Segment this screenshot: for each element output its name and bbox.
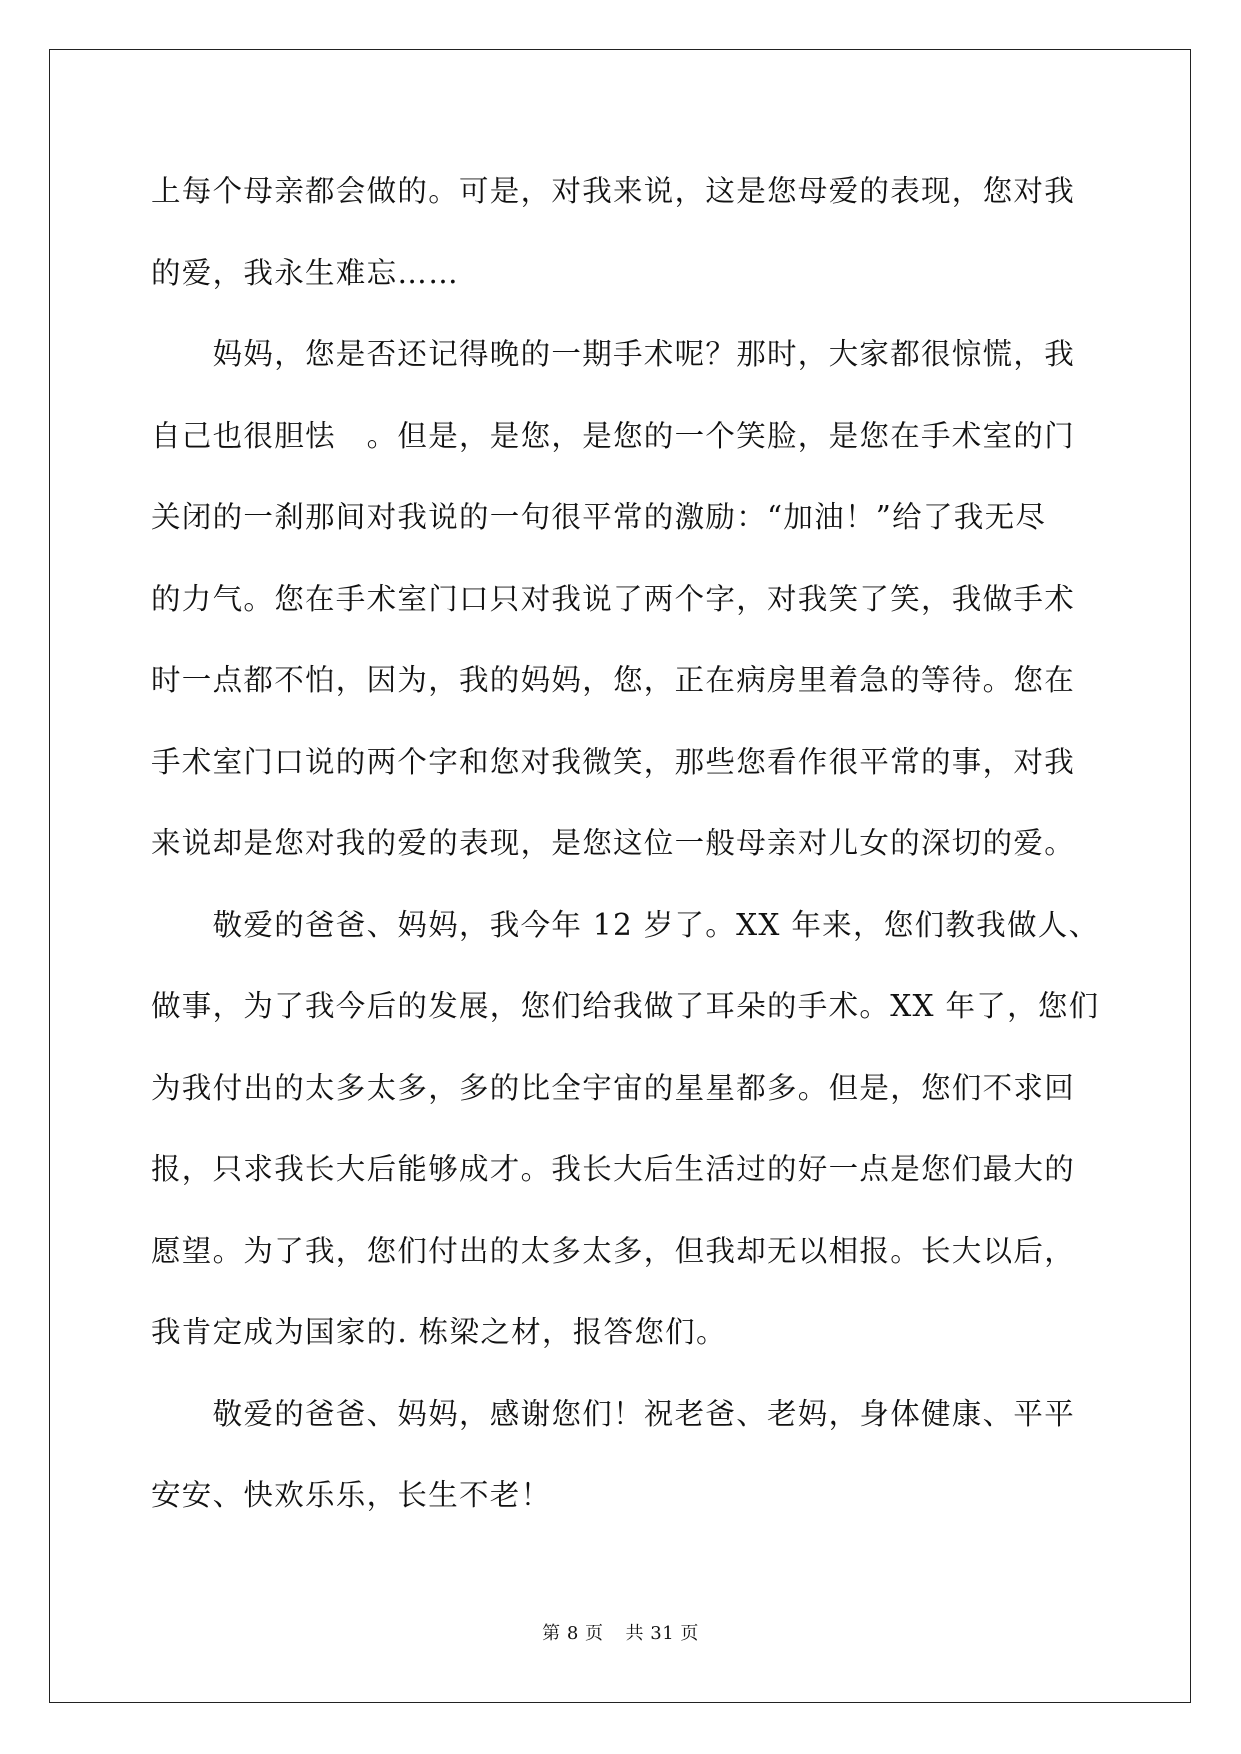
text-line: 为我付出的太多太多，多的比全宇宙的星星都多。但是，您们不求回 (151, 1070, 1076, 1105)
text-line: 我肯定成为国家的. 栋梁之材，报答您们。 (151, 1315, 727, 1349)
text-line: 上每个母亲都会做的。可是，对我来说，这是您母爱的表现，您对我 (151, 174, 1076, 208)
text-line: 来说却是您对我的爱的表现，是您这位一般母亲对儿女的深切的爱。 (151, 826, 1076, 860)
current-page-label: 第 8 页 (542, 1623, 604, 1644)
page-footer (0, 1622, 1241, 1646)
text-line: 手术室门口说的两个字和您对我微笑，那些您看作很平常的事，对我 (151, 744, 1076, 779)
text-line: 妈妈，您是否还记得晚的一期手术呢？那时，大家都很惊慌，我 (151, 337, 1076, 371)
text-line: 自己也很胆怯 。但是，是您，是您的一个笑脸，是您在手术室的门 (151, 418, 1076, 453)
text-line: 做事，为了我今后的发展，您们给我做了耳朵的手术。XX 年了，您们 (151, 989, 1100, 1023)
document-body (151, 162, 1100, 1548)
text-line: 愿望。为了我，您们付出的太多太多，但我却无以相报。长大以后， (151, 1233, 1076, 1268)
total-pages-label: 共 31 页 (625, 1623, 699, 1644)
text-line: 敬爱的爸爸、妈妈，感谢您们！祝老爸、老妈，身体健康、平平 (151, 1396, 1076, 1431)
text-line: 报，只求我长大后能够成才。我长大后生活过的好一点是您们最大的 (151, 1152, 1076, 1186)
text-line: 关闭的一刹那间对我说的一句很平常的激励：“加油！”给了我无尽 (151, 500, 1047, 534)
text-line: 的爱，我永生难忘…… (151, 255, 459, 290)
text-line: 安安、快欢乐乐，长生不老！ (151, 1478, 552, 1512)
text-line: 敬爱的爸爸、妈妈，我今年 12 岁了。XX 年来，您们教我做人、 (151, 907, 1100, 942)
text-line: 的力气。您在手术室门口只对我说了两个字，对我笑了笑，我做手术 (151, 581, 1076, 616)
text-line: 时一点都不怕，因为，我的妈妈，您，正在病房里着急的等待。您在 (151, 663, 1076, 697)
